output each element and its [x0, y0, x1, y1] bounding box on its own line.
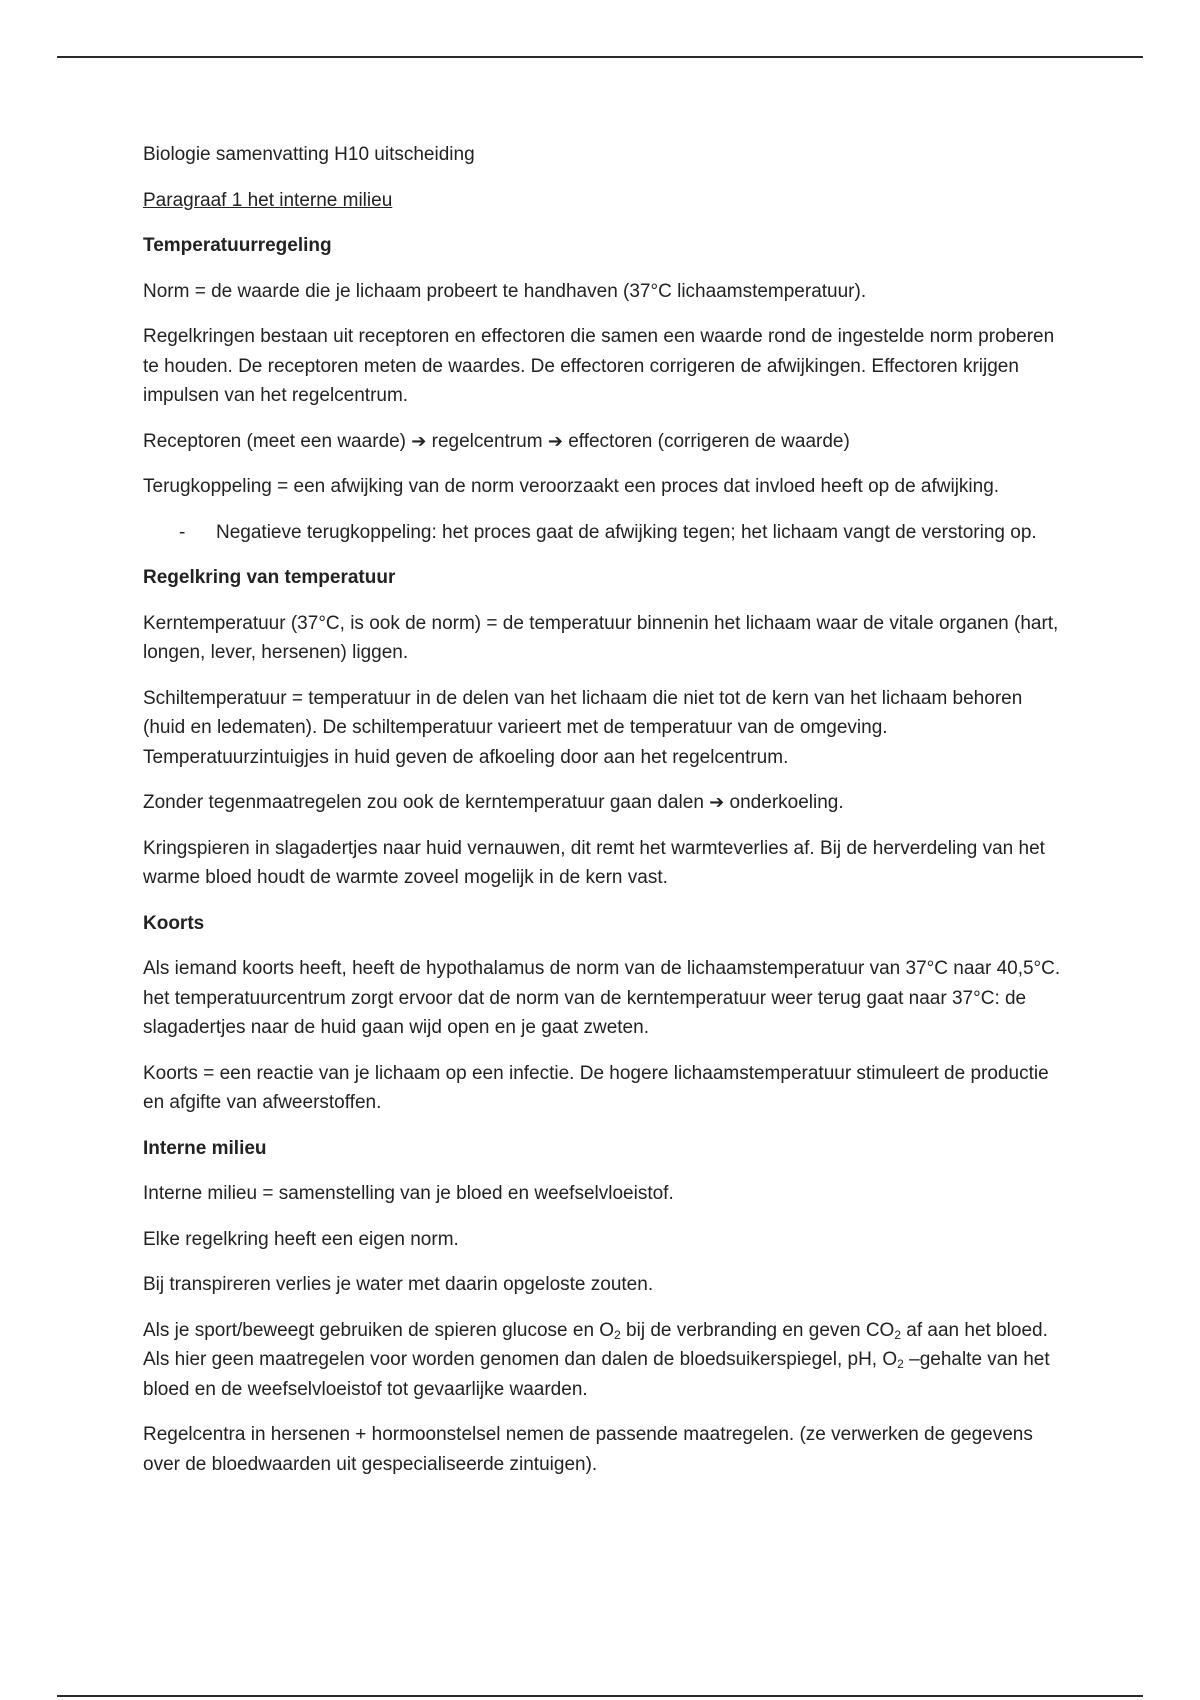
subscript-2: 2 [894, 1327, 902, 1342]
flow-step-effectoren: effectoren (corrigeren de waarde) [568, 430, 850, 452]
subscript-2: 2 [897, 1357, 904, 1371]
paragraph-schiltemperatuur: Schiltemperatuur = temperatuur in de delen van het lichaam die niet tot de kern van het lichaam behoren (huid en ledematen). De schiltemperatuur varieert met de temperatuur van de omgeving. Temperatuurzintuigjes in huid geven de afkoeling door aan het regelcentrum. [143, 687, 1023, 768]
paragraph-interne-milieu-3: Bij transpireren verlies je water met daarin opgeloste zouten. [143, 1274, 654, 1295]
zonder-result: onderkoeling. [729, 792, 844, 813]
paragraph-koorts-2: Koorts = een reactie van je lichaam op een infectie. De hogere lichaamstemperatuur stimuleert de productie en afgifte van afweerstoffen. [143, 1062, 1049, 1113]
paragraph-koorts-1: Als iemand koorts heeft, heeft de hypothalamus de norm van de lichaamstemperatuur van 37°C naar 40,5°C. het temperatuurcentrum zorgt ervoor dat de norm van de kerntemperatuur weer terug gaat naar 37°C: de slagadertjes naar de huid gaan wijd open en je gaat zweten. [143, 958, 1061, 1038]
bullet-list [143, 518, 1063, 548]
list-item [143, 518, 1063, 548]
section-title-text: Paragraaf 1 het interne milieu [143, 189, 393, 211]
paragraph-kerntemperatuur: Kerntemperatuur (37°C, is ook de norm) = de temperatuur binnenin het lichaam waar de vitale organen (hart, longen, lever, hersenen) liggen. [143, 612, 1059, 663]
heading-koorts: Koorts [143, 912, 205, 934]
zonder-text: Zonder tegenmaatregelen zou ook de kerntemperatuur gaan dalen [143, 792, 704, 813]
subscript-2: 2 [614, 1327, 621, 1342]
paragraph-zonder [143, 788, 1063, 818]
paragraph-regelcentra: Regelcentra in hersenen + hormoonstelsel nemen de passende maatregelen. (ze verwerken de gegevens over de bloedwaarden uit gespecialiseerde zintuigen). [143, 1424, 1033, 1475]
header-rule [57, 56, 1143, 58]
paragraph-kringspieren: Kringspieren in slagadertjes naar huid vernauwen, dit remt het warmteverlies af. Bij de herverdeling van het warme bloed houdt de warmte zoveel mogelijk in de kern vast. [143, 837, 1045, 888]
sport-text-c: af aan het bloed. Als hier geen maatregelen voor worden genomen dan dalen de bloedsuikerspiegel, pH, O [143, 1319, 1048, 1370]
arrow-right-icon: ➔ [709, 792, 725, 813]
paragraph-interne-milieu-1: Interne milieu = samenstelling van je bloed en weefselvloeistof. [143, 1183, 674, 1204]
arrow-right-icon: ➔ [411, 430, 427, 452]
document-title: Biologie samenvatting H10 uitscheiding [143, 144, 475, 165]
flow-step-receptoren: Receptoren (meet een waarde) [143, 430, 406, 452]
heading-interne-milieu: Interne milieu [143, 1137, 267, 1159]
document-body [143, 140, 1063, 1495]
paragraph-interne-milieu-2: Elke regelkring heeft een eigen norm. [143, 1228, 459, 1250]
paragraph-flow [143, 427, 1063, 457]
heading-temperatuurregeling: Temperatuurregeling [143, 235, 332, 256]
paragraph-norm: Norm = de waarde die je lichaam probeert te handhaven (37°C lichaamstemperatuur). [143, 280, 867, 302]
footer-rule [57, 1695, 1143, 1697]
sport-text-a: Als je sport/beweegt gebruiken de spieren glucose en O [143, 1319, 615, 1341]
section-title [143, 186, 1063, 216]
arrow-right-icon: ➔ [547, 430, 563, 452]
paragraph-sport [143, 1316, 1063, 1405]
paragraph-terugkoppeling: Terugkoppeling = een afwijking van de norm veroorzaakt een proces dat invloed heeft op de afwijking. [143, 476, 1000, 497]
flow-step-regelcentrum: regelcentrum [431, 430, 543, 452]
list-item-text: Negatieve terugkoppeling: het proces gaat de afwijking tegen; het lichaam vangt de verstoring op. [216, 521, 1037, 543]
sport-text-b: bij de verbranding en geven CO [620, 1319, 895, 1341]
heading-regelkring: Regelkring van temperatuur [143, 567, 396, 588]
sport-text-d: –gehalte van het bloed en de weefselvloeistof tot gevaarlijke waarden. [143, 1349, 1050, 1400]
paragraph-regelkringen: Regelkringen bestaan uit receptoren en effectoren die samen een waarde rond de ingestelde norm proberen te houden. De receptoren meten de waardes. De effectoren corrigeren de afwijkingen. Effectoren krijgen impulsen van het regelcentrum. [143, 326, 1055, 406]
bullet-dash: - [179, 521, 186, 543]
